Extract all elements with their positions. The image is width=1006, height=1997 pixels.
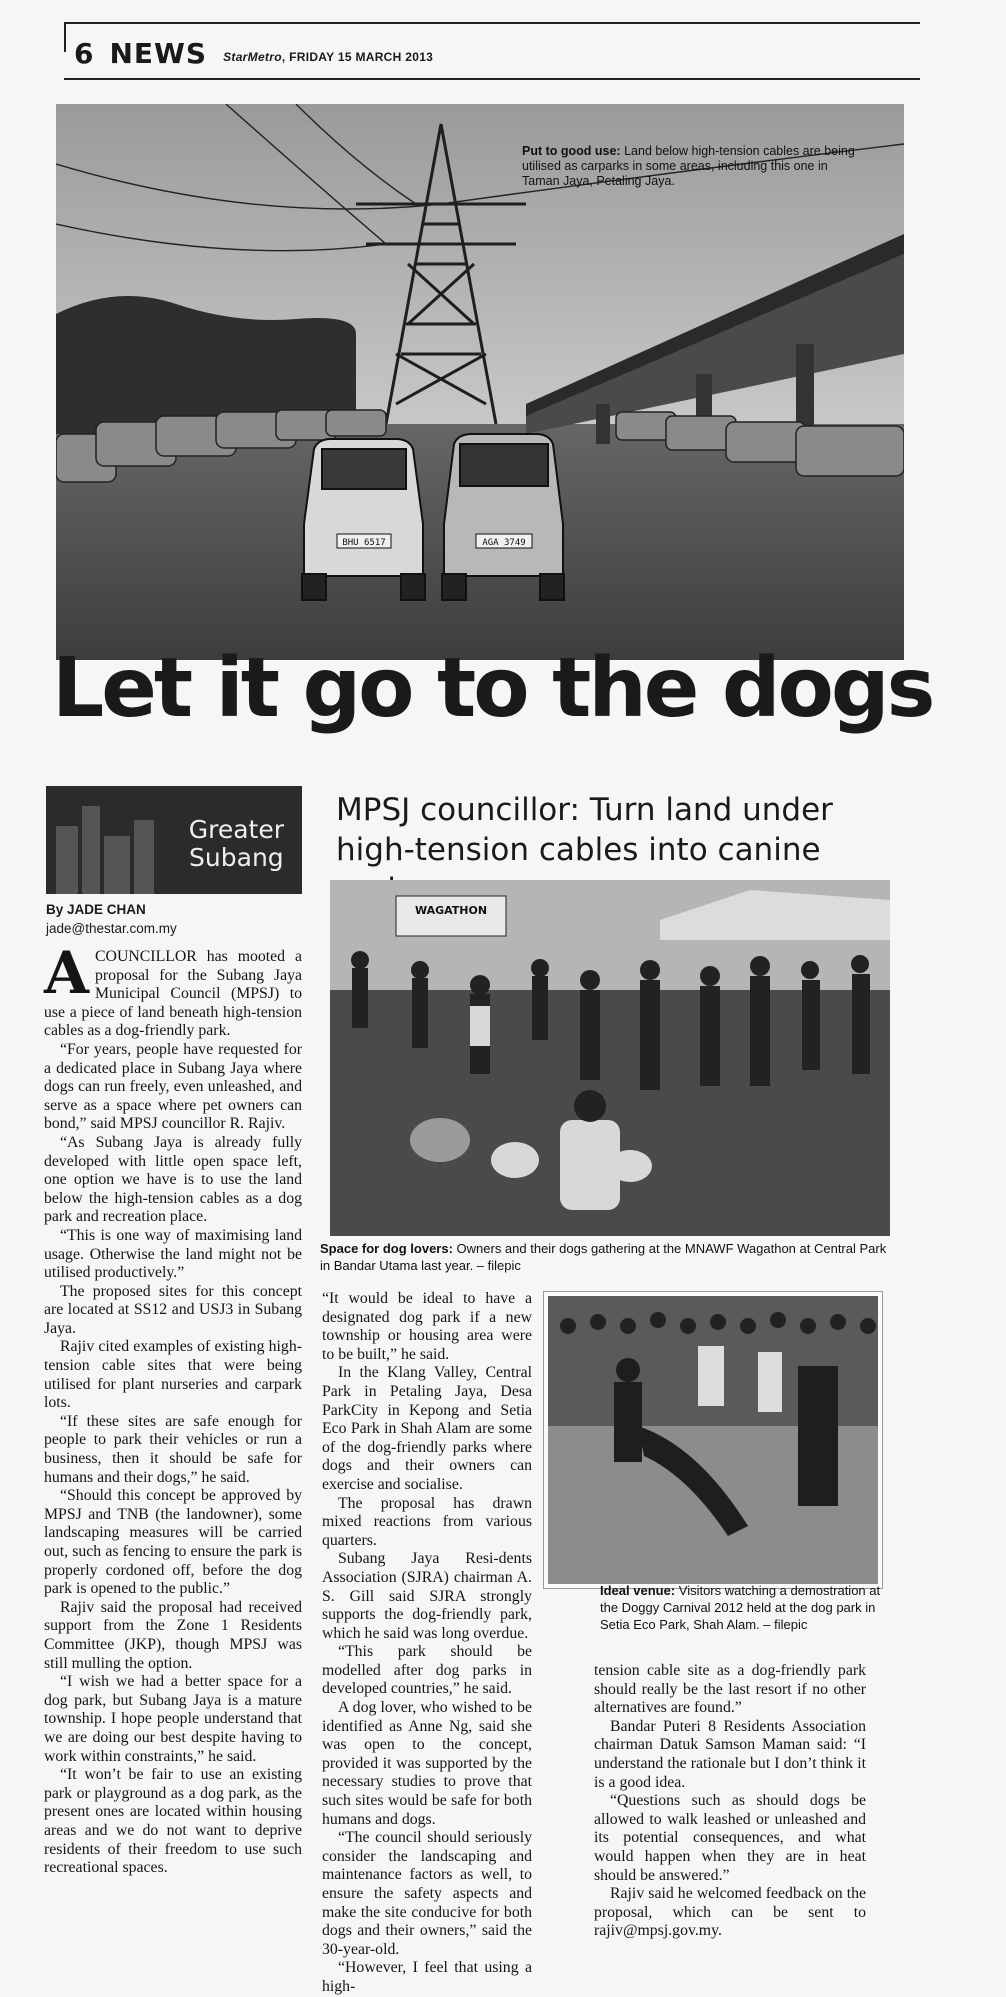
article-paragraph: “Questions such as should dogs be allowed to walk leashed or unleashed and its potential consequences, and what would happen when they are in heat should be answered.” xyxy=(594,1792,866,1884)
article-paragraph: “As Subang Jaya is already fully developed with little open space left, one option we have is to use the land below the high-tension cables as a dog park and recreation place. xyxy=(44,1133,302,1226)
article-paragraph-text: COUNCILLOR has mooted a proposal for the Subang Jaya Municipal Council (MPSJ) to use a piece of land beneath high-tension cables as a dog-friendly park. xyxy=(44,948,302,1040)
wagathon-caption-text: Owners and their dogs gathering at the MNAWF Wagathon at Central Park in Bandar Utama last year. – filepic xyxy=(320,1241,887,1273)
wagathon-photo-image xyxy=(330,880,890,1236)
headline: Let it go to the dogs xyxy=(52,641,933,736)
subheadline: MPSJ councillor: Turn land under high-tension cables into canine xyxy=(336,792,833,868)
doggy-carnival-caption xyxy=(600,1582,882,1633)
logo-text xyxy=(189,816,284,872)
author-email: jade@thestar.com.my xyxy=(46,921,177,936)
article-paragraph: A dog lover, who wished to be identified as Anne Ng, said she was open to the concept, provided it was supported by the necessary studies to prove that such sites would be safe for both humans and dogs. xyxy=(322,1699,532,1828)
logo-line-2: Subang xyxy=(189,843,284,872)
article-paragraph: Bandar Puteri 8 Residents Association chairman Datuk Samson Maman said: “I understand the rationale but I don’t think it is a good idea. xyxy=(594,1717,866,1791)
top-photo-caption-text: Land below high-tension cables are being utilised as carparks in some areas, including this one in Taman Jaya, Petaling Jaya. xyxy=(522,144,855,188)
publication-name: StarMetro xyxy=(223,50,282,64)
plate-right: AGA 3749 xyxy=(482,538,526,548)
wagathon-caption xyxy=(320,1240,894,1274)
article-paragraph: tension cable site as a dog-friendly park should really be the last resort if no other alternatives are found.” xyxy=(594,1662,866,1717)
wagathon-banner: WAGATHON xyxy=(414,904,488,917)
article-paragraph: “This is one way of maximising land usage. Otherwise the land might not be utilised productively.” xyxy=(44,1226,302,1282)
doggy-carnival-caption-lead: Ideal venue: xyxy=(600,1583,676,1598)
author-name: By JADE CHAN xyxy=(46,902,146,917)
top-photo-caption-lead: Put to good use: xyxy=(522,144,621,158)
article-paragraph: “Should this concept be approved by MPSJ and TNB (the landowner), some landscaping measures will be carried out, such as fencing to ensure the park is properly cordoned off, before the dog park is opened to the public.” xyxy=(44,1487,302,1598)
article-paragraph xyxy=(44,939,302,1041)
article-paragraph: Rajiv cited examples of existing high-tension cable sites that were being utilised for plant nurseries and carpark lots. xyxy=(44,1338,302,1412)
article-paragraph: Rajiv said he welcomed feedback on the proposal, which can be sent to rajiv@mpsj.gov.my. xyxy=(594,1885,866,1940)
wagathon-caption-lead: Space for dog lovers: xyxy=(320,1241,453,1256)
masthead-rule-bottom xyxy=(64,78,920,80)
skyline-icon xyxy=(46,786,166,894)
article-paragraph: “For years, people have requested for a dedicated place in Subang Jaya where dogs can run freely, even unleashed, and serve as a space where pet owners can bond,” said MPSJ councillor R. Rajiv. xyxy=(44,1040,302,1133)
article-paragraph: The proposal has drawn mixed reactions from various quarters. xyxy=(322,1494,532,1549)
dateline xyxy=(223,50,433,64)
masthead xyxy=(64,26,920,70)
article-paragraph: “If these sites are safe enough for people to park their vehicles or run a business, then it should be safe for humans and their dogs,” he said. xyxy=(44,1412,302,1486)
doggy-carnival-caption-text: Visitors watching a demostration at the Doggy Carnival 2012 held at the dog park in Setia Eco Park, Shah Alam. – filepic xyxy=(600,1583,881,1632)
article-paragraph: “However, I feel that using a high- xyxy=(322,1959,532,1995)
section-title: NEWS xyxy=(109,37,208,70)
greater-subang-logo xyxy=(46,786,302,894)
issue-date: , FRIDAY 15 MARCH 2013 xyxy=(281,50,434,64)
logo-line-1: Greater xyxy=(188,815,284,844)
article-column-2 xyxy=(322,1290,532,1997)
wagathon-photo xyxy=(330,880,890,1236)
article-paragraph: Subang Jaya Resi-dents Association (SJRA) chairman A. S. Gill said SJRA strongly supports the dog-friendly park, which he said was long overdue. xyxy=(322,1550,532,1642)
top-photo-caption xyxy=(522,144,862,189)
article-paragraph: “This park should be modelled after dog parks in developed countries,” he said. xyxy=(322,1643,532,1698)
drop-cap: A xyxy=(44,939,90,1007)
article-paragraph: “It won’t be fair to use an existing park or playground as a dog park, as the present ones are located within housing areas and we do not want to deprive residents of their freedom to use such recreational spaces. xyxy=(44,1766,302,1877)
article-paragraph: In the Klang Valley, Central Park in Petaling Jaya, Desa ParkCity in Kepong and Setia Eco Park in Shah Alam are some of the dog-friendly parks where dogs and their owners can exercise and socialise. xyxy=(322,1364,532,1493)
article-paragraph: “It would be ideal to have a designated dog park if a new township or housing area were to be built,” he said. xyxy=(322,1290,532,1363)
page-number: 6 xyxy=(74,37,94,70)
article-column-3 xyxy=(594,1662,866,1941)
article-column-1 xyxy=(44,939,302,1878)
article-paragraph: “I wish we had a better space for a dog park, but Subang Jaya is a mature township. I hope people understand that we are doing our best despite having to work within constraints,” he said. xyxy=(44,1673,302,1765)
article-paragraph: Rajiv said the proposal had received support from the Zone 1 Residents Committee (JKP), though MPSJ was still mulling the option. xyxy=(44,1598,302,1672)
article-paragraph: “The council should seriously consider the landscaping and maintenance factors as well, to ensure the safety aspects and make the site conducive for both dogs and their owners,” said the 30-year-old. xyxy=(322,1829,532,1958)
article-paragraph: The proposed sites for this concept are located at SS12 and USJ3 in Subang Jaya. xyxy=(44,1282,302,1337)
byline xyxy=(46,900,177,938)
plate-left: BHU 6517 xyxy=(342,538,386,548)
doggy-carnival-photo xyxy=(544,1292,882,1588)
doggy-carnival-photo-image xyxy=(548,1296,878,1584)
masthead-rule-top xyxy=(64,22,920,24)
